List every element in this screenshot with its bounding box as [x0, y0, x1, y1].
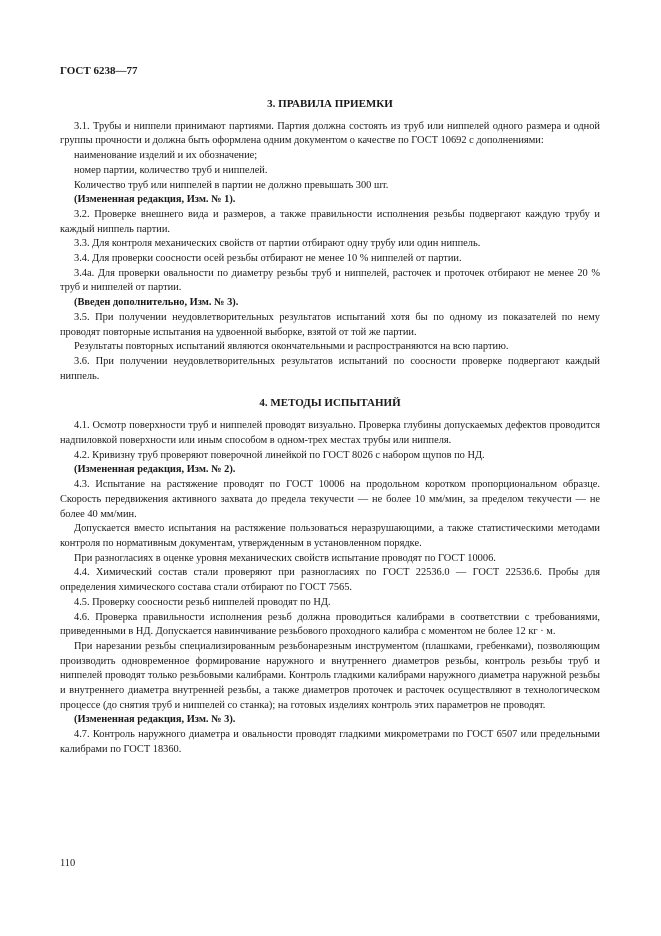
paragraph: Количество труб или ниппелей в партии не должно превышать 300 шт. [74, 179, 389, 191]
paragraph: 3.2. Проверке внешнего вида и размеров, а также правильности исполнения резьбы подвергают каждую трубу и каждый ниппель партии. [60, 208, 600, 235]
paragraph: 4.5. Проверку соосности резьб ниппелей проводят по НД. [74, 596, 331, 608]
paragraph: 3.5. При получении неудовлетворительных результатов испытаний хотя бы по одному из показателей по нему проводят повторные испытания на удвоенной выборке, взятой от той же партии. [60, 311, 600, 338]
paragraph: При нарезании резьбы специализированным резьбонарезным инструментом (плашками, гребенками), позволяющим производить одновременное формирование наружного и внутреннего диаметров резьбы, контроль резьбы труб и ниппелей проводят только резьбовыми калибрами. Контроль гладкими калибрами наружного диаметра наружной резьбы и внутреннего диаметра внутренней резьбы, а также диаметров проточек и расточек осуществляют в технологическом процессе (до снятия труб и ниппелей со станка); на готовых изделиях контроль этих параметров не проводят. [60, 640, 600, 711]
paragraph: 3.6. При получении неудовлетворительных результатов испытаний по соосности проверке подвергают каждый ниппель. [60, 355, 600, 382]
section-3-body [60, 120, 600, 385]
paragraph: номер партии, количество труб и ниппелей. [74, 164, 268, 176]
paragraph: Результаты повторных испытаний являются окончательными и распространяются на всю партию. [74, 341, 509, 353]
amendment-note: (Введен дополнительно, Изм. № 3). [74, 297, 239, 309]
paragraph: наименование изделий и их обозначение; [74, 150, 258, 162]
page-number: 110 [60, 858, 76, 869]
document-code: ГОСТ 6238—77 [60, 65, 138, 77]
paragraph: Допускается вместо испытания на растяжение пользоваться неразрушающими, а также статистическими методами контроля по нормативным документам, утвержденным в установленном порядке. [60, 523, 600, 549]
amendment-note: (Измененная редакция, Изм. № 3). [74, 714, 236, 726]
amendment-note: (Измененная редакция, Изм. № 2). [74, 464, 236, 476]
section-3-title: 3. ПРАВИЛА ПРИЕМКИ [267, 97, 393, 110]
paragraph: 3.4а. Для проверки овальности по диаметру резьбы труб и ниппелей, расточек и проточек отбирают не менее 20 % труб и ниппелей от партии. [60, 267, 600, 294]
paragraph: 4.4. Химический состав стали проверяют при разногласиях по ГОСТ 22536.0 — ГОСТ 22536.6. Пробы для определения химического состава стали отбирают по ГОСТ 7565. [60, 567, 600, 594]
paragraph: 4.7. Контроль наружного диаметра и овальности проводят гладкими микрометрами по ГОСТ 6507 или предельными калибрами по ГОСТ 18360. [60, 729, 600, 755]
paragraph: 4.3. Испытание на растяжение проводят по ГОСТ 10006 на продольном коротком пропорциональном образце. Скорость передвижения активного захвата до предела текучести — не более 10 мм/мин, за пределом текучести — не более 40 мм/мин. [60, 479, 600, 520]
section-4-body [60, 419, 600, 757]
paragraph: 4.6. Проверка правильности исполнения резьб должна проводиться калибрами в соответствии с требованиями, приведенными в НД. Допускается навинчивание резьбового проходного калибра с моментом не более 12 кг · м. [60, 611, 600, 638]
paragraph: 4.2. Кривизну труб проверяют поверочной линейкой по ГОСТ 8026 с набором щупов по НД. [74, 449, 485, 461]
paragraph: При разногласиях в оценке уровня механических свойств испытание проводят по ГОСТ 10006. [74, 552, 496, 564]
paragraph: 3.4. Для проверки соосности осей резьбы отбирают не менее 10 % ниппелей от партии. [74, 253, 462, 265]
paragraph: 3.1. Трубы и ниппели принимают партиями. Партия должна состоять из труб или ниппелей одного размера и одной группы прочности и должна быть оформлена одним документом о качестве по ГОСТ 10692 с дополнениями: [60, 120, 600, 147]
section-4-title: 4. МЕТОДЫ ИСПЫТАНИЙ [259, 397, 401, 410]
paragraph: 4.1. Осмотр поверхности труб и ниппелей проводят визуально. Проверка глубины допускаемых дефектов проводится надпиловкой поверхности или иным способом в одном-трех местах трубы или ниппеля. [60, 420, 600, 447]
amendment-note: (Измененная редакция, Изм. № 1). [74, 194, 236, 206]
document-page [60, 64, 600, 758]
paragraph: 3.3. Для контроля механических свойств от партии отбирают одну трубу или один ниппель. [74, 238, 481, 250]
